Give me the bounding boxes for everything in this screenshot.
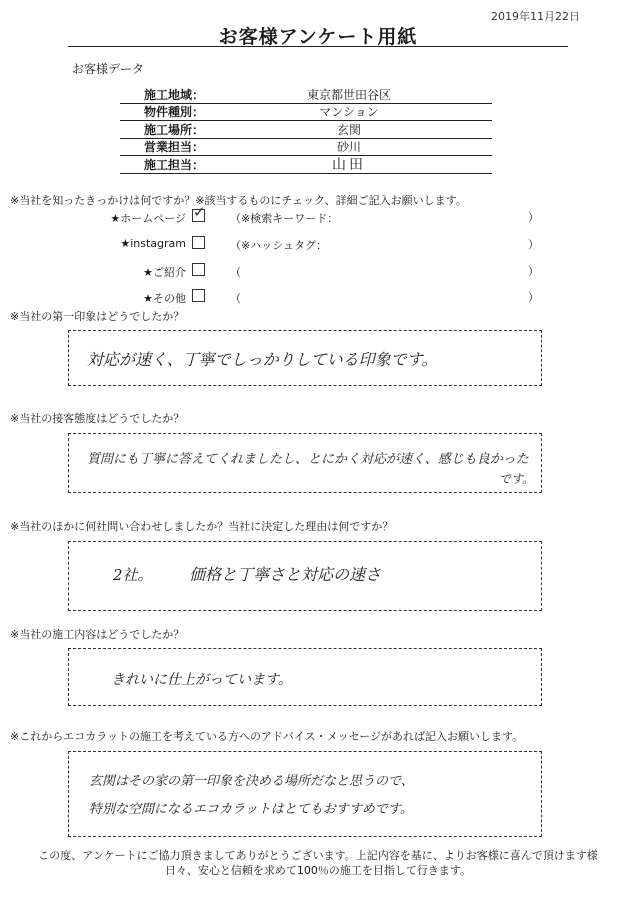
question-text: ※当社を知ったきっかけは何ですか？	[10, 194, 196, 207]
answer-handwritten-line1: 質問にも丁寧に答えてくれましたし、とにかく対応が速く、感じも良かった	[87, 452, 529, 467]
info-value: 東京都世田谷区	[206, 88, 492, 104]
info-label: 物件種別：	[120, 105, 206, 121]
option-label: ★その他	[143, 292, 186, 305]
footer-message-line1: この度、アンケートにご協力頂きましてありがとうございます。上記内容を基に、よりお客様に喜んで頂けます様	[38, 849, 598, 862]
answer-handwritten: 対応が速く、丁寧でしっかりしている印象です。	[87, 350, 438, 369]
option-label: ★instagram	[120, 237, 186, 250]
checkbox-homepage[interactable]	[192, 203, 206, 222]
question-discovery	[10, 192, 467, 208]
answer-handwritten-line1: 玄関はその家の第一印象を決める場所だなと思うので、	[89, 774, 414, 789]
answer-box-customer-service	[68, 433, 542, 493]
info-value-handwritten: 山田	[206, 158, 492, 174]
answer-box-first-impression	[68, 330, 542, 386]
question-instruction: ※該当するものにチェック、詳細ご記入お願いします。	[195, 194, 467, 207]
check-mark-icon: ✓	[193, 203, 206, 221]
option-row-other	[60, 288, 540, 306]
info-value: 玄関	[206, 123, 492, 139]
checkbox-instagram[interactable]	[192, 236, 205, 249]
answer-handwritten: 価格と丁寧さと対応の速さ	[189, 565, 382, 584]
info-label: 営業担当：	[120, 140, 206, 156]
info-row-installer	[120, 156, 492, 174]
info-value: マンション	[206, 105, 492, 121]
option-detail-close: ）	[528, 238, 539, 251]
info-row-sales-rep	[120, 139, 492, 157]
answer-handwritten-count: 2社。	[113, 566, 153, 584]
option-detail-close: ）	[528, 211, 539, 224]
question-advice: ※これからエコカラットの施工を考えている方へのアドバイス・メッセージがあれば記入お願いします。	[10, 730, 524, 743]
answer-box-competitors	[68, 541, 542, 611]
answer-handwritten: きれいに仕上がっています。	[111, 672, 292, 688]
info-row-area	[120, 86, 492, 104]
title-divider	[68, 46, 568, 47]
option-row-homepage	[60, 203, 540, 226]
customer-data-table	[120, 86, 492, 174]
question-customer-service: ※当社の接客態度はどうでしたか？	[10, 412, 185, 425]
answer-box-construction	[68, 648, 542, 706]
option-detail: （	[230, 292, 241, 305]
info-label: 施工地域：	[120, 88, 206, 104]
option-detail: （	[230, 266, 241, 279]
footer-message-line2: 日々、安心と信頼を求めて100％の施工を目指して行きます。	[164, 864, 472, 877]
page-title: お客様アンケート用紙	[218, 26, 418, 48]
option-label: ★ホームページ	[110, 212, 186, 225]
checkbox-other[interactable]	[192, 289, 205, 302]
option-label: ★ご紹介	[143, 266, 186, 279]
info-value: 砂川	[206, 140, 492, 156]
answer-handwritten-line2: 特別な空間になるエコカラットはとてもおすすめです。	[89, 802, 413, 817]
answer-box-advice	[68, 751, 542, 837]
option-detail: （※検索キーワード：	[230, 212, 339, 225]
option-detail-close: ）	[528, 265, 539, 278]
checkbox-referral[interactable]	[192, 263, 205, 276]
question-first-impression: ※当社の第一印象はどうでしたか？	[10, 310, 185, 323]
question-construction: ※当社の施工内容はどうでしたか？	[10, 628, 185, 641]
option-row-instagram	[60, 235, 540, 253]
info-label: 施工場所：	[120, 123, 206, 139]
survey-date: 2019年11月22日	[491, 10, 580, 23]
option-row-referral	[60, 262, 540, 280]
info-row-location	[120, 121, 492, 139]
answer-handwritten-line2: です。	[499, 472, 535, 486]
info-label: 施工担当：	[120, 158, 206, 174]
option-detail-close: ）	[528, 291, 539, 304]
info-row-property-type	[120, 104, 492, 122]
question-competitors: ※当社のほかに何社問い合わせしましたか？当社に決定した理由は何ですか？	[10, 520, 394, 533]
customer-data-heading: お客様データ	[72, 62, 145, 76]
option-detail: （※ハッシュタグ：	[230, 239, 327, 252]
